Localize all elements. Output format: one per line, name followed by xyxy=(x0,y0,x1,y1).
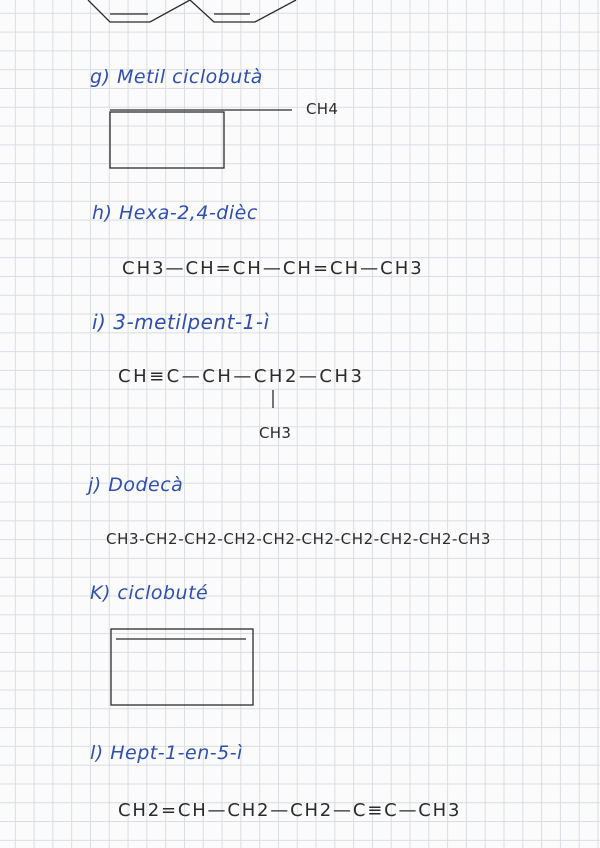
section-h-heading: h) Hexa-2,4-dièc xyxy=(92,202,258,224)
section-i-branch: CH3 xyxy=(259,424,292,442)
section-l-formula: CH2=CH—CH2—CH2—C≡C—CH3 xyxy=(118,800,462,821)
fused-rings-drawing xyxy=(88,0,296,22)
section-k-heading: K) ciclobuté xyxy=(90,582,209,604)
section-j-heading: j) Dodecà xyxy=(88,474,184,496)
section-i-formula: CH≡C—CH—CH2—CH3 xyxy=(118,366,365,387)
cyclobutane-square xyxy=(110,112,224,168)
section-g-heading: g) Metil ciclobutà xyxy=(90,66,263,88)
cyclobutene-rect xyxy=(111,629,253,705)
section-j-formula: CH3-CH2-CH2-CH2-CH2-CH2-CH2-CH2-CH2-CH3 xyxy=(106,530,492,548)
section-l-heading: l) Hept-1-en-5-ì xyxy=(90,742,243,764)
section-i-heading: i) 3-metilpent-1-ì xyxy=(92,310,270,334)
section-h-formula: CH3—CH=CH—CH=CH—CH3 xyxy=(122,258,424,279)
section-g-substituent: CH4 xyxy=(306,100,339,118)
